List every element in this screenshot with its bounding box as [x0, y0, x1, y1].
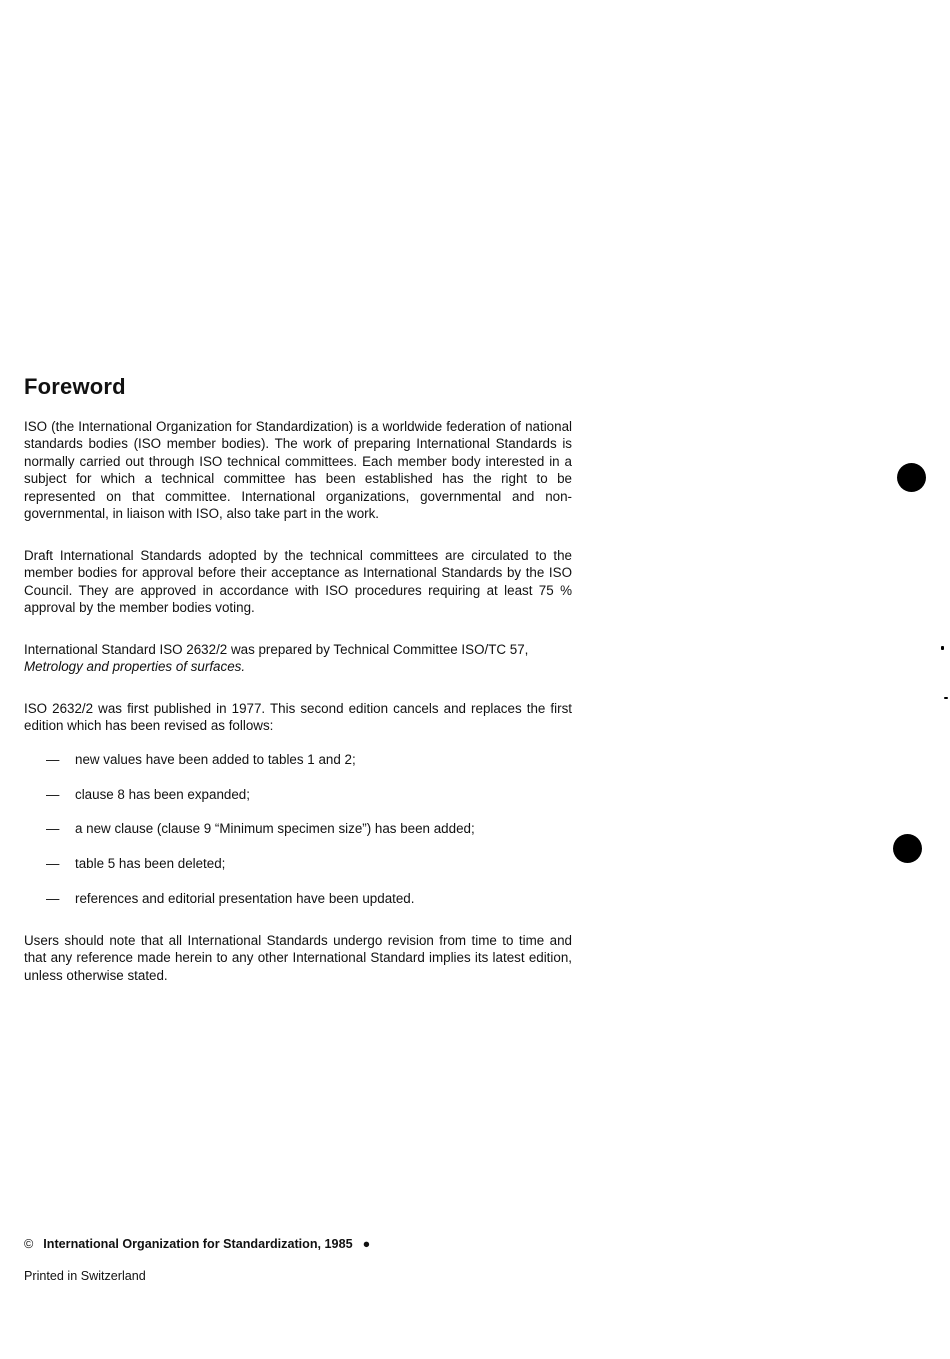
foreword-paragraph-5: Users should note that all International Standards undergo revision from time to time and that any reference made herein to any other International Standard implies its latest edition, unless otherwise stated. — [24, 933, 572, 983]
list-item-text: clause 8 has been expanded; — [75, 786, 250, 802]
list-item — [24, 855, 572, 872]
foreword-paragraph-4: ISO 2632/2 was first published in 1977. This second edition cancels and replaces the first edition which has been revised as follows: — [24, 701, 572, 734]
revision-list — [24, 751, 572, 924]
scan-speck — [941, 646, 944, 650]
list-item-text: a new clause (clause 9 “Minimum specimen size”) has been added; — [75, 821, 475, 837]
list-item — [24, 820, 572, 837]
page-title: Foreword — [24, 374, 126, 399]
foreword-paragraph-2: Draft International Standards adopted by the technical committees are circulated to the member bodies for approval before their acceptance as International Standards by the ISO Council. They are approved in accordance with ISO procedures requiring at least 75 % approval by the member bodies voting. — [24, 548, 572, 616]
punch-hole-bottom — [893, 834, 922, 863]
punch-hole-top — [897, 463, 926, 492]
committee-title: Metrology and properties of surfaces. — [24, 659, 246, 675]
foreword-paragraph-1: ISO (the International Organization for Standardization) is a worldwide federation of national standards bodies (ISO member bodies). The work of preparing International Standards is normally carried out through ISO technical committees. Each member body interested in a subject for which a technical committee has been established has the right to be represented on that committee. International organizations, governmental and non-governmental, in liaison with ISO, also take part in the work. — [24, 419, 572, 522]
copyright-bullet: ● — [362, 1237, 371, 1251]
copyright-text: International Organization for Standardization, 1985 — [43, 1237, 353, 1251]
list-item-text: new values have been added to tables 1 and 2; — [75, 752, 356, 767]
list-item-text: references and editorial presentation have been updated. — [75, 890, 415, 906]
copyright-line — [24, 1237, 370, 1251]
foreword-paragraph-3 — [24, 641, 572, 676]
list-item — [24, 786, 572, 803]
copyright-symbol: © — [24, 1237, 34, 1251]
list-dash: — — [46, 856, 60, 872]
printed-location: Printed in Switzerland — [24, 1269, 146, 1283]
list-dash: — — [46, 786, 60, 802]
list-dash: — — [46, 890, 60, 906]
list-item — [24, 890, 572, 907]
list-dash: — — [46, 821, 60, 837]
scan-speck — [944, 697, 948, 699]
list-dash: — — [46, 752, 60, 767]
paragraph-3-text: International Standard ISO 2632/2 was prepared by Technical Committee ISO/TC 57, — [24, 642, 529, 657]
list-item — [24, 751, 572, 768]
list-item-text: table 5 has been deleted; — [75, 856, 226, 872]
